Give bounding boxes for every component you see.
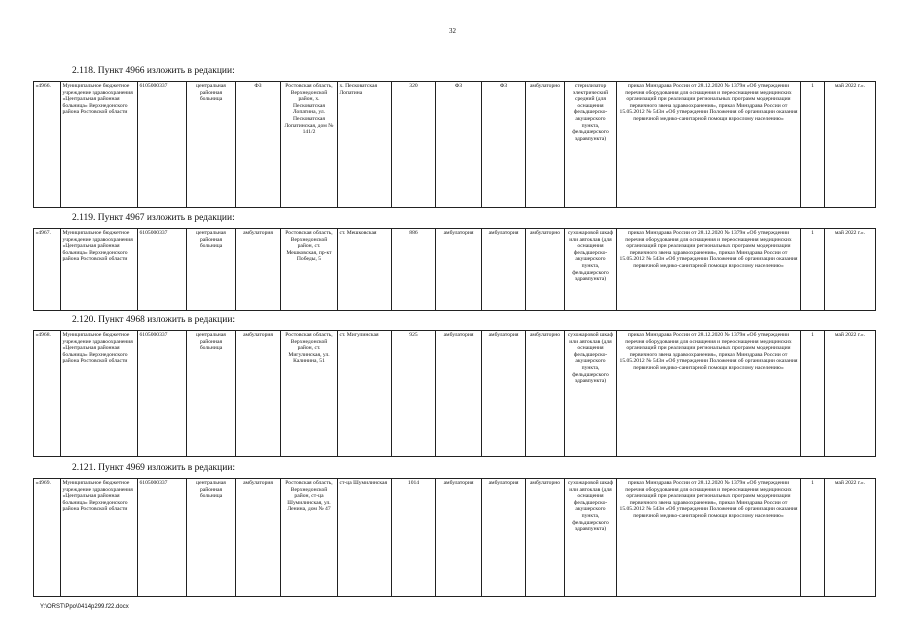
cell-date: май 2022 г.». xyxy=(825,229,876,311)
cell-type: центральная районная больница xyxy=(187,82,236,208)
cell-equipment: стерилизатор электрический средний (для оснащения фельдшерско-акушерского пункта, фельдшерского здравпункта) xyxy=(565,82,617,208)
cell-qty: 1 xyxy=(801,479,825,597)
cell-col9: ФЗ xyxy=(482,82,526,208)
cell-order: приказ Минздрава России от 28.12.2020 № 1379н «Об утверждении перечня оборудования для оснащения и переоснащения медицинских организаций при реализации региональных программ модернизации первичного звена здравоохранения», приказ Минздрава России от 15.05.2012 № 543н «Об утверждении Положения об организации оказания первичной медико-санитарной помощи взрослому населению» xyxy=(617,229,801,311)
cell-date: май 2022 г.». xyxy=(825,82,876,208)
cell-col8: амбулатория xyxy=(436,479,482,597)
cell-qty: 1 xyxy=(801,229,825,311)
entry-table xyxy=(33,228,876,311)
section-heading: 2.120. Пункт 4968 изложить в редакции: xyxy=(72,315,236,325)
cell-col9: амбулатория xyxy=(482,331,526,457)
cell-address: Ростовская область, Верхнедонской район, ст. Мешковская, пр-кт Победы, 5 xyxy=(281,229,338,311)
entry-table xyxy=(33,478,876,597)
cell-order: приказ Минздрава России от 28.12.2020 № 1379н «Об утверждении перечня оборудования для оснащения и переоснащения медицинских организаций при реализации региональных программ модернизации первичного звена здравоохранения», приказ Минздрава России от 15.05.2012 № 543н «Об утверждении Положения об организации оказания первичной медико-санитарной помощи взрослому населению» xyxy=(617,331,801,457)
cell-unit: амбулатория xyxy=(236,229,281,311)
cell-unit: амбулатория xyxy=(236,479,281,597)
cell-inn: 6105000337 xyxy=(138,479,187,597)
cell-population: 1014 xyxy=(392,479,436,597)
section-heading: 2.121. Пункт 4969 изложить в редакции: xyxy=(72,463,236,473)
cell-number: «4969. xyxy=(34,479,61,597)
cell-equipment: сухожаровой шкаф или автоклав (для оснащения фельдшерско-акушерского пункта, фельдшерского здравпункта) xyxy=(565,479,617,597)
cell-col8: амбулатория xyxy=(436,331,482,457)
cell-qty: 1 xyxy=(801,82,825,208)
cell-equipment: сухожаровой шкаф или автоклав (для оснащения фельдшерско-акушерского пункта, фельдшерского здравпункта) xyxy=(565,331,617,457)
cell-date: май 2022 г.». xyxy=(825,331,876,457)
cell-population: 925 xyxy=(392,331,436,457)
cell-organization: Муниципальное бюджетное учреждение здравоохранения «Центральная районная больница» Верхнедонского района Ростовской области xyxy=(61,479,138,597)
cell-unit: амбулатория xyxy=(236,331,281,457)
cell-address: Ростовская область, Верхнедонской район, ст. Мигулинская, ул. Калинина, 51 xyxy=(281,331,338,457)
cell-organization: Муниципальное бюджетное учреждение здравоохранения «Центральная районная больница» Верхнедонского района Ростовской области xyxy=(61,82,138,208)
cell-order: приказ Минздрава России от 28.12.2020 № 1379н «Об утверждении перечня оборудования для оснащения и переоснащения медицинских организаций при реализации региональных программ модернизации первичного звена здравоохранения», приказ Минздрава России от 15.05.2012 № 543н «Об утверждении Положения об организации оказания первичной медико-санитарной помощи взрослому населению» xyxy=(617,82,801,208)
cell-organization: Муниципальное бюджетное учреждение здравоохранения «Центральная районная больница» Верхнедонского района Ростовской области xyxy=(61,229,138,311)
cell-population: 886 xyxy=(392,229,436,311)
cell-order: приказ Минздрава России от 28.12.2020 № 1379н «Об утверждении перечня оборудования для оснащения и переоснащения медицинских организаций при реализации региональных программ модернизации первичного звена здравоохранения», приказ Минздрава России от 15.05.2012 № 543н «Об утверждении Положения об организации оказания первичной медико-санитарной помощи взрослому населению» xyxy=(617,479,801,597)
cell-type: центральная районная больница xyxy=(187,331,236,457)
entry-table xyxy=(33,330,876,457)
cell-equipment: сухожаровой шкаф или автоклав (для оснащения фельдшерско-акушерского пункта, фельдшерского здравпункта) xyxy=(565,229,617,311)
cell-inn: 6105000337 xyxy=(138,331,187,457)
cell-settlement: ст. Мешковская xyxy=(338,229,392,311)
cell-col8: ФЗ xyxy=(436,82,482,208)
cell-type: центральная районная больница xyxy=(187,479,236,597)
cell-date: май 2022 г.». xyxy=(825,479,876,597)
cell-population: 320 xyxy=(392,82,436,208)
section-heading: 2.119. Пункт 4967 изложить в редакции: xyxy=(72,213,235,223)
cell-col10: амбулаторно xyxy=(526,479,565,597)
cell-number: «4968. xyxy=(34,331,61,457)
cell-col8: амбулатория xyxy=(436,229,482,311)
cell-inn: 6105000337 xyxy=(138,229,187,311)
cell-col10: амбулаторно xyxy=(526,229,565,311)
cell-settlement: ст-ца Шумилинская xyxy=(338,479,392,597)
cell-organization: Муниципальное бюджетное учреждение здравоохранения «Центральная районная больница» Верхнедонского района Ростовской области xyxy=(61,331,138,457)
cell-number: «4966. xyxy=(34,82,61,208)
cell-col9: амбулатория xyxy=(482,479,526,597)
cell-inn: 6105000337 xyxy=(138,82,187,208)
section-heading: 2.118. Пункт 4966 изложить в редакции: xyxy=(72,66,235,76)
cell-settlement: ст. Мигулинская xyxy=(338,331,392,457)
cell-col9: амбулатория xyxy=(482,229,526,311)
cell-settlement: х. Песковатская Лопатина xyxy=(338,82,392,208)
cell-col10: амбулаторно xyxy=(526,82,565,208)
cell-number: «4967. xyxy=(34,229,61,311)
file-path-footer: Y:\ORST\Ppo\0414p299.f22.docx xyxy=(40,604,129,610)
cell-qty: 1 xyxy=(801,331,825,457)
cell-address: Ростовская область, Верхнедонской район, ст-ца Шумилинская, ул. Ленина, дом № 47 xyxy=(281,479,338,597)
page-number: 32 xyxy=(449,27,456,35)
cell-type: центральная районная больница xyxy=(187,229,236,311)
cell-address: Ростовская область, Верхнедонской район, х. Песковатская Лопатина, ул. Песковатская Лопатинская, дом № 141/2 xyxy=(281,82,338,208)
entry-table xyxy=(33,81,876,208)
cell-col10: амбулаторно xyxy=(526,331,565,457)
cell-unit: ФЗ xyxy=(236,82,281,208)
